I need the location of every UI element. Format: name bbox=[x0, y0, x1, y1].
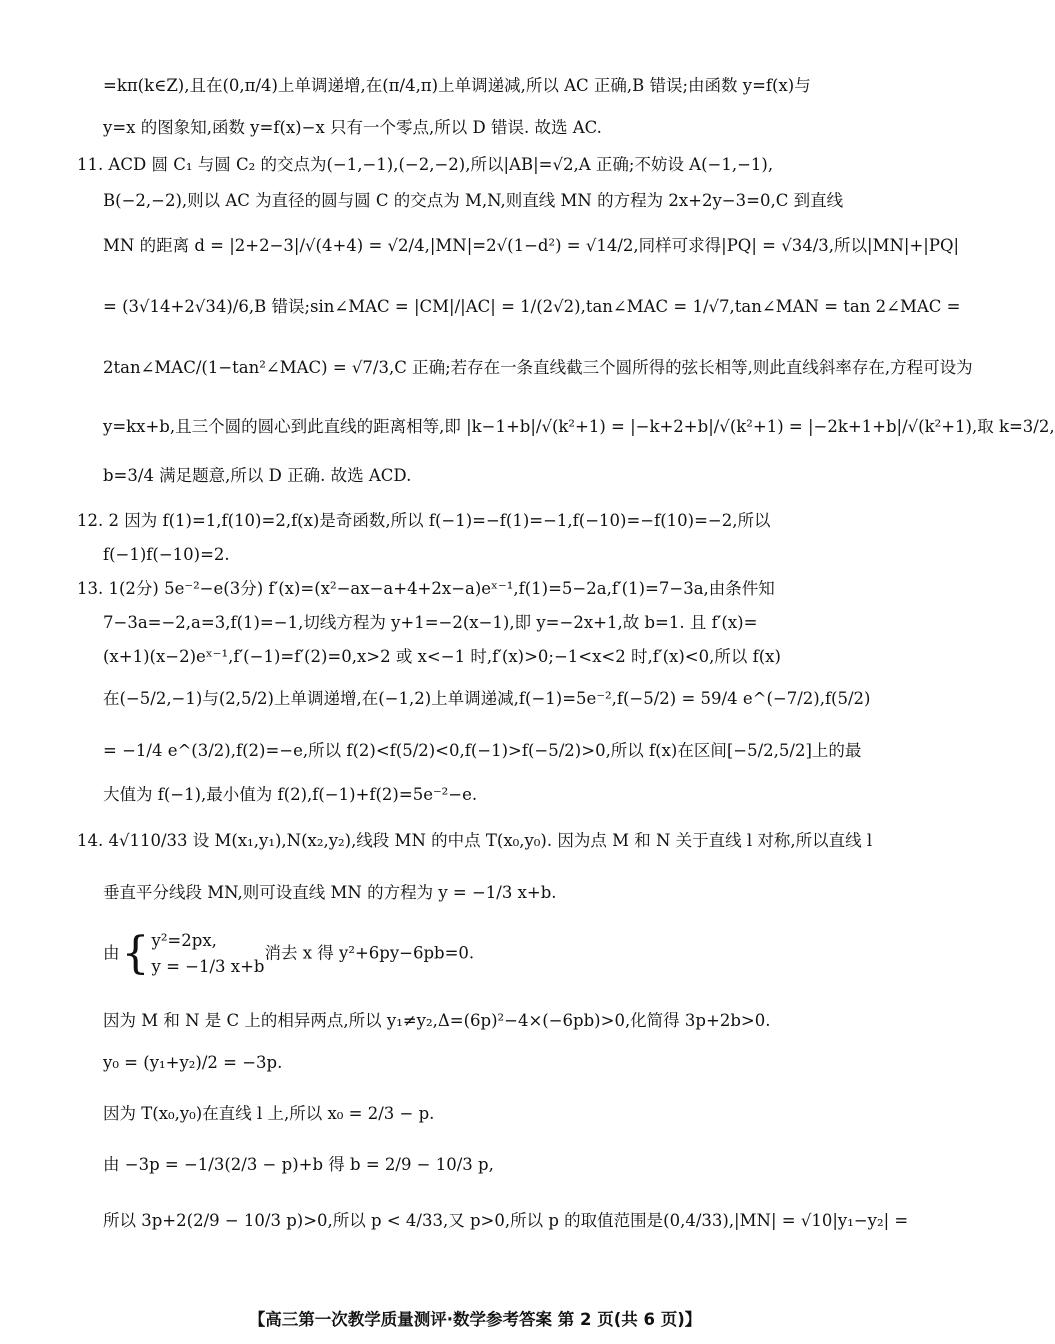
text-line: 垂直平分线段 MN,则可设直线 MN 的方程为 y = −1/3 x+b. bbox=[103, 883, 557, 902]
text-line: 由 −3p = −1/3(2/3 − p)+b 得 b = 2/9 − 10/3 p, bbox=[103, 1155, 494, 1174]
answer-12-line: 12. 2 因为 f(1)=1,f(10)=2,f(x)是奇函数,所以 f(−1)=−f(1)=−1,f(−10)=−f(10)=−2,所以 bbox=[77, 511, 771, 530]
equation-system: 由{ y²=2px, y = −1/3 x+b 消去 x 得 y²+6py−6pb=0. bbox=[103, 928, 475, 979]
answer-14-line: 14. 4√110/33 设 M(x₁,y₁),N(x₂,y₂),线段 MN 的中点 T(x₀,y₀). 因为点 M 和 N 关于直线 l 对称,所以直线 l bbox=[77, 831, 873, 850]
answer-11-line: 11. ACD 圆 C₁ 与圆 C₂ 的交点为(−1,−1),(−2,−2),所以|AB|=√2,A 正确;不妨设 A(−1,−1), bbox=[77, 155, 774, 174]
text-line: y=kx+b,且三个圆的圆心到此直线的距离相等,即 |k−1+b|/√(k²+1) = |−k+2+b|/√(k²+1) = |−2k+1+b|/√(k²+1),取 k=3/2, bbox=[103, 417, 1055, 436]
text-line: B(−2,−2),则以 AC 为直径的圆与圆 C 的交点为 M,N,则直线 MN 的方程为 2x+2y−3=0,C 到直线 bbox=[103, 191, 844, 210]
answer-13-line: 13. 1(2分) 5e⁻²−e(3分) f′(x)=(x²−ax−a+4+2x−a)eˣ⁻¹,f(1)=5−2a,f′(1)=7−3a,由条件知 bbox=[77, 579, 775, 598]
text-line: =kπ(k∈Z),且在(0,π/4)上单调递增,在(π/4,π)上单调递减,所以 AC 正确,B 错误;由函数 y=f(x)与 bbox=[103, 76, 811, 95]
text-line: (x+1)(x−2)eˣ⁻¹,f′(−1)=f′(2)=0,x>2 或 x<−1 时,f′(x)>0;−1<x<2 时,f′(x)<0,所以 f(x) bbox=[103, 647, 781, 666]
text-line: = (3√14+2√34)/6,B 错误;sin∠MAC = |CM|/|AC| = 1/(2√2),tan∠MAC = 1/√7,tan∠MAN = tan 2∠MAC = bbox=[103, 297, 961, 316]
text-line: y=x 的图象知,函数 y=f(x)−x 只有一个零点,所以 D 错误. 故选 AC. bbox=[103, 118, 602, 137]
text-line: f(−1)f(−10)=2. bbox=[103, 545, 230, 564]
page-footer: 【高三第一次教学质量测评·数学参考答案 第 2 页(共 6 页)】 bbox=[248, 1310, 702, 1329]
text-line: 因为 M 和 N 是 C 上的相异两点,所以 y₁≠y₂,Δ=(6p)²−4×(−6pb)>0,化简得 3p+2b>0. bbox=[103, 1011, 771, 1030]
text-line: 大值为 f(−1),最小值为 f(2),f(−1)+f(2)=5e⁻²−e. bbox=[103, 785, 478, 804]
left-brace: { bbox=[121, 928, 150, 979]
text-line: b=3/4 满足题意,所以 D 正确. 故选 ACD. bbox=[103, 466, 412, 485]
text-line: 在(−5/2,−1)与(2,5/2)上单调递增,在(−1,2)上单调递减,f(−1)=5e⁻²,f(−5/2) = 59/4 e^(−7/2),f(5/2) bbox=[103, 689, 871, 708]
text-line: MN 的距离 d = |2+2−3|/√(4+4) = √2/4,|MN|=2√(1−d²) = √14/2,同样可求得|PQ| = √34/3,所以|MN|+|PQ| bbox=[103, 236, 960, 255]
text-line: 所以 3p+2(2/9 − 10/3 p)>0,所以 p < 4/33,又 p>0,所以 p 的取值范围是(0,4/33),|MN| = √10|y₁−y₂| = bbox=[103, 1211, 909, 1230]
text-line: 2tan∠MAC/(1−tan²∠MAC) = √7/3,C 正确;若存在一条直线截三个圆所得的弦长相等,则此直线斜率存在,方程可设为 bbox=[103, 358, 973, 377]
text-line: y₀ = (y₁+y₂)/2 = −3p. bbox=[103, 1053, 283, 1072]
text-line: 7−3a=−2,a=3,f(1)=−1,切线方程为 y+1=−2(x−1),即 y=−2x+1,故 b=1. 且 f′(x)= bbox=[103, 613, 758, 632]
text-line: = −1/4 e^(3/2),f(2)=−e,所以 f(2)<f(5/2)<0,f(−1)>f(−5/2)>0,所以 f(x)在区间[−5/2,5/2]上的最 bbox=[103, 741, 862, 760]
text-line: 因为 T(x₀,y₀)在直线 l 上,所以 x₀ = 2/3 − p. bbox=[103, 1104, 435, 1123]
